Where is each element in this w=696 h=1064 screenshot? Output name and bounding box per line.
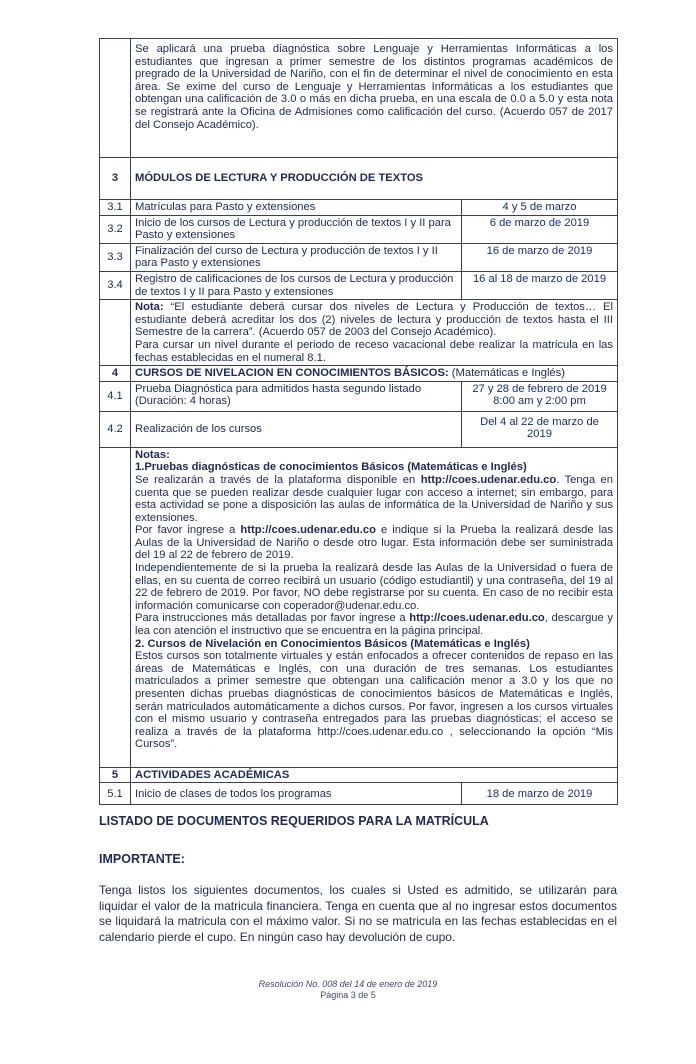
section-4-header (100, 366, 618, 382)
row-activity: Finalización del curso de Lectura y producción de textos I y II para Pasto y extensiones (131, 243, 462, 271)
platform-link[interactable]: http://coes.udenar.edu.co (409, 612, 545, 625)
intro-text: Se aplicará una prueba diagnóstica sobre Lenguaje y Herramientas Informáticas a los estudiantes que ingresan a primer semestre de los distintos programas académicos de pregrado de la Universidad de Nariño, con el fin de determinar el nivel de conocimiento en esta área. Se exime del curso de Lenguaje y Herramientas Informáticas a los estudiantes que obtengan una calificación de 3.0 o más en dicha prueba, en una escala de 0.0 a 5.0 y esta nota se registrará ante la Oficina de Admisiones como calificación del curso. (Acuerdo 057 de 2017 del Consejo Académico). (131, 39, 618, 158)
important-heading: IMPORTANTE: (99, 852, 185, 866)
row-activity (131, 381, 462, 411)
note-text-2: Para cursar un nivel durante el periodo de receso vacacional debe realizar la matricula en las fechas establecidas en el numeral 8.1. (135, 338, 613, 364)
table-row (100, 215, 618, 243)
footer-resolution: Resolución No. 008 del 14 de enero de 2019 (258, 979, 438, 989)
row-number: 3.1 (100, 200, 131, 216)
row-date: 6 de marzo de 2019 (462, 215, 618, 243)
row-number: 5.1 (100, 783, 131, 805)
section-number: 5 (100, 767, 131, 783)
notes-text: Se realizarán a través de la plataforma disponible en (135, 473, 421, 486)
notes-text: Para instrucciones más detalladas por favor ingrese a (135, 612, 410, 625)
row-activity: Inicio de clases de todos los programas (131, 783, 462, 805)
row-date (462, 381, 618, 411)
section-number: 4 (100, 366, 131, 382)
table-row (100, 783, 618, 805)
row-activity: Matrículas para Pasto y extensiones (131, 200, 462, 216)
section-title-row (131, 366, 618, 382)
section-title: ACTIVIDADES ACADÉMICAS (131, 767, 618, 783)
note-block (131, 300, 618, 366)
row-date: 16 de marzo de 2019 (462, 243, 618, 271)
note-label: Nota: (135, 301, 164, 314)
section-5-header (100, 767, 618, 783)
notes-label: Notas: (135, 448, 170, 461)
notes-text: Estos cursos son totalmente virtuales y están enfocados a ofrecer contenidos de repaso en las áreas de Matemáticas e Inglés, con una duración de tres semanas. Los estudiantes matriculados a primer semestre que obtengan una calificación menor a 3.0 y los que no presenten dichas pruebas diagnósticas de conocimientos básicos de Matemáticas e Inglés, serán matriculados automáticamente a dichos cursos. Por favor, ingresen a los cursos virtuales con el mismo usuario y contraseña entregados para las pruebas diagnósticas; el acceso se realiza a través de la plataforma http://coes.udenar.edu.co , seleccionando la opción “Mis Cursos”. (135, 650, 613, 751)
row-number: 4.1 (100, 381, 131, 411)
footer (0, 979, 696, 1001)
section-3-header (100, 158, 618, 200)
row-date: 16 al 18 de marzo de 2019 (462, 271, 618, 299)
note-text: “El estudiante deberá cursar dos niveles de Lectura y Producción de textos… El estudiante deberá acreditar los dos (2) niveles de lectura y producción de textos hasta el III Semestre de la carrera”. (Acuerdo 057 de 2003 del Consejo Académico). (135, 301, 613, 339)
row-activity: Registro de calificaciones de los cursos de Lectura y producción de textos I y II para Pasto y extensiones (131, 271, 462, 299)
row-activity-line1: Prueba Diagnóstica para admitidos hasta segundo listado (135, 382, 422, 395)
notes-block (131, 447, 618, 767)
section-title: MÓDULOS DE LECTURA Y PRODUCCIÓN DE TEXTOS (131, 158, 618, 200)
table-row (100, 411, 618, 447)
row-date-line2: 2019 (527, 428, 552, 441)
row-number: 4.2 (100, 411, 131, 447)
section-title-suffix: (Matemáticas e Inglés) (448, 367, 565, 380)
row-date-line2: 8:00 am y 2:00 pm (493, 395, 586, 408)
section-title: CURSOS DE NIVELACION EN CONOCIMIENTOS BÁSICOS: (135, 367, 449, 380)
platform-link[interactable]: http://coes.udenar.edu.co (240, 524, 376, 537)
platform-link[interactable]: http://coes.udenar.edu.co (420, 473, 557, 486)
note-row (100, 300, 618, 366)
notes-heading-1: 1.Pruebas diagnósticas de conocimientos Básicos (Matemáticas e Inglés) (135, 461, 527, 474)
row-date-line1: Del 4 al 22 de marzo de (480, 415, 599, 428)
row-activity-line2: (Duración: 4 horas) (135, 395, 231, 408)
row-number: 3.2 (100, 215, 131, 243)
notes-text: , descargue y lea con atención el instructivo que se encuentra en la página principal. (135, 612, 613, 638)
row-date-line1: 27 y 28 de febrero de 2019 (472, 382, 607, 395)
notes-text: Por favor ingrese a (135, 524, 241, 537)
table-row (100, 200, 618, 216)
section-number: 3 (100, 158, 131, 200)
row-activity: Realización de los cursos (131, 411, 462, 447)
table-row (100, 243, 618, 271)
row-date: 18 de marzo de 2019 (462, 783, 618, 805)
row-number: 3.3 (100, 243, 131, 271)
important-paragraph: Tenga listos los siguientes documentos, los cuales si Usted es admitido, se utilizarán para liquidar el valor de la matricula financiera. Tenga en cuenta que al no ingresar estos documentos se liquidará la matricula con el máximo valor. Si no se matricula en las fechas establecidas en el calendario pierde el cupo. En ningún caso hay devolución de cupo. (99, 883, 617, 944)
notes-row (100, 447, 618, 767)
table-row (100, 381, 618, 411)
documents-heading: LISTADO DE DOCUMENTOS REQUERIDOS PARA LA MATRÍCULA (99, 814, 489, 828)
row-date: 4 y 5 de marzo (462, 200, 618, 216)
intro-row (100, 39, 618, 158)
row-date (462, 411, 618, 447)
table-row (100, 271, 618, 299)
notes-text: . Tenga en cuenta que se pueden realizar desde cualquier lugar con acceso a internet; sin embargo, para esta actividad se pone a disposición las aulas de informática de la Universidad de Nariño y sus extensiones. (135, 473, 613, 524)
notes-text: Independientemente de si la prueba la realizará desde las Aulas de la Universidad o fuera de ellas, en su cuenta de correo recibirá un usuario (código estudiantil) y una contraseña, del 19 al 22 de febrero de 2019. Por favor, NO debe registrarse por su cuenta. En caso de no recibir esta información comunicarse con coperador@udenar.edu.co. (135, 562, 613, 612)
notes-text: e indique si la Prueba la realizará desde las Aulas de la Universidad de Nariño o desde otro lugar. Esta información debe ser suministrada del 19 al 22 de febrero de 2019. (135, 524, 613, 562)
row-number: 3.4 (100, 271, 131, 299)
notes-heading-2: 2. Cursos de Nivelación en Conocimientos Básicos (Matemáticas e Inglés) (135, 637, 530, 650)
footer-page-number: Página 3 de 5 (320, 990, 376, 1000)
row-activity: Inicio de los cursos de Lectura y producción de textos I y II para Pasto y extensiones (131, 215, 462, 243)
calendar-table (99, 38, 618, 805)
